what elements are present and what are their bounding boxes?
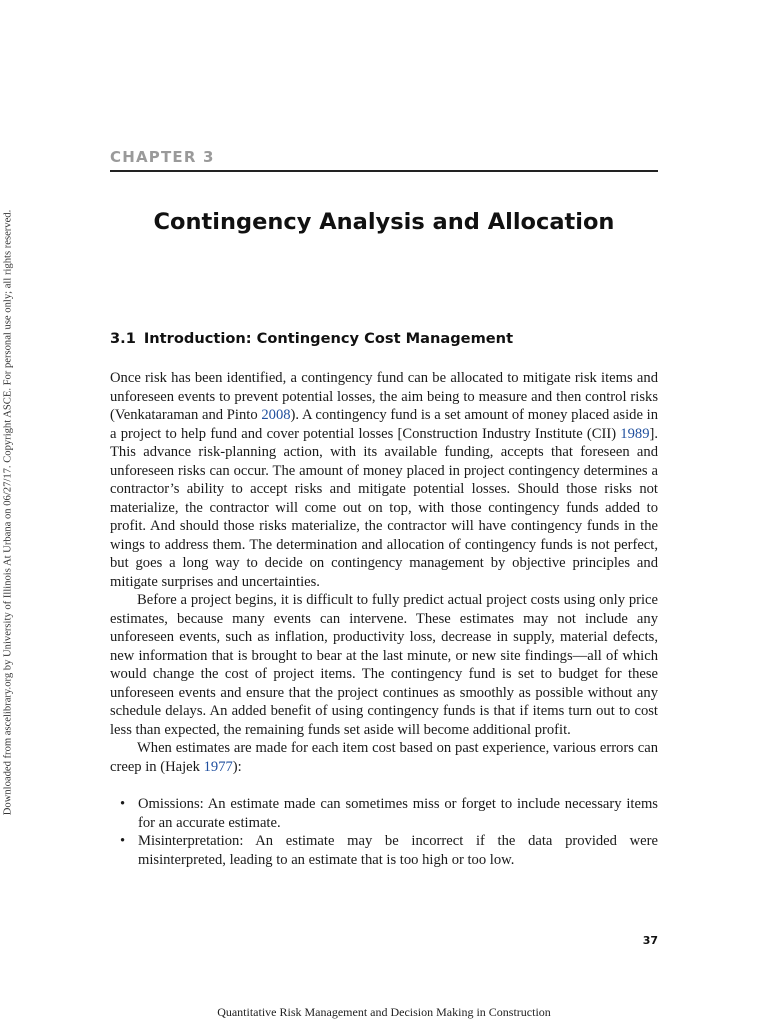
list-item [110,795,658,832]
list-item-text: Misinterpretation: An estimate may be incorrect if the data provided were misinterpreted, leading to an estimate that is too high or too low. [138,833,658,868]
page-number: 37 [642,934,658,947]
paragraph-2: Before a project begins, it is difficult to fully predict actual project costs using only price estimates, because many events can intervene. These estimates may not include any unforeseen events, such as inflation, productivity loss, decrease in supply, material defects, new information that is brought to bear at the last minute, or new site findings—all of which would change the cost of project items. The contingency fund is set to budget for these unforeseen events and ensure that the project continues as smoothly as possible without any schedule delays. An added benefit of using contingency funds is that if items turn out to cost less than expected, the remaining funds set aside will become additional profit. [110,592,658,738]
chapter-title: Contingency Analysis and Allocation [153,209,615,235]
list-item [110,832,658,869]
paragraph-1-text-c: ]. This advance risk-planning action, with its available funding, accepts that foreseen and unforeseen risks can occur. The amount of money placed in project contingency determines a contractor’s ability to accept risks and mitigate potential losses. Should those risks not materialize, the contractor will come out on top, with those contingency funds added to profit. And should those risks materialize, the contractor will have contingency funds in the wings to address them. The determination and allocation of contingency funds is not perfect, but goes a long way to decide on contingency management by objective principles and mitigate surprises and uncertainties. [110,425,658,590]
book-title-footer: Quantitative Risk Management and Decision Making in Construction [217,1005,551,1019]
copyright-side-notice-text: Downloaded from ascelibrary.org by University of Illinois At Urbana on 06/27/17. Copyright ASCE. For personal use only; all rights reserved. [2,209,14,816]
paragraph-3-text-a: When estimates are made for each item cost based on past experience, various errors can creep in (Hajek [110,740,658,775]
paragraph-3 [110,739,658,776]
paragraph-1-text-b: ). A contingency fund is a set amount of money placed aside in a project to help fund and cover potential losses [Construction Industry Institute (CII) [110,407,658,442]
bullet-marker: • [120,833,126,849]
chapter-label: CHAPTER 3 [110,148,215,166]
paragraph-1 [110,369,658,591]
section-title: Introduction: Contingency Cost Management [143,330,514,347]
list-item-text: Omissions: An estimate made can sometimes miss or forget to include necessary items for an accurate estimate. [138,796,658,831]
body-text [110,369,658,869]
bullet-marker: • [120,796,126,812]
paragraph-3-text-b: ): [232,758,242,775]
section-heading [110,330,513,347]
citation-link-1989[interactable]: 1989 [620,425,650,442]
bullet-list [110,795,658,869]
copyright-side-notice [1,185,15,840]
citation-link-1977[interactable]: 1977 [203,758,233,775]
citation-link-2008[interactable]: 2008 [261,407,291,423]
section-number: 3.1 [110,330,136,347]
paragraph-1-text-a: Once risk has been identified, a contingency fund can be allocated to mitigate risk items and unforeseen events to prevent potential losses, the aim being to measure and then control risks (Venkataraman and Pinto [110,370,658,423]
chapter-divider [110,170,658,172]
